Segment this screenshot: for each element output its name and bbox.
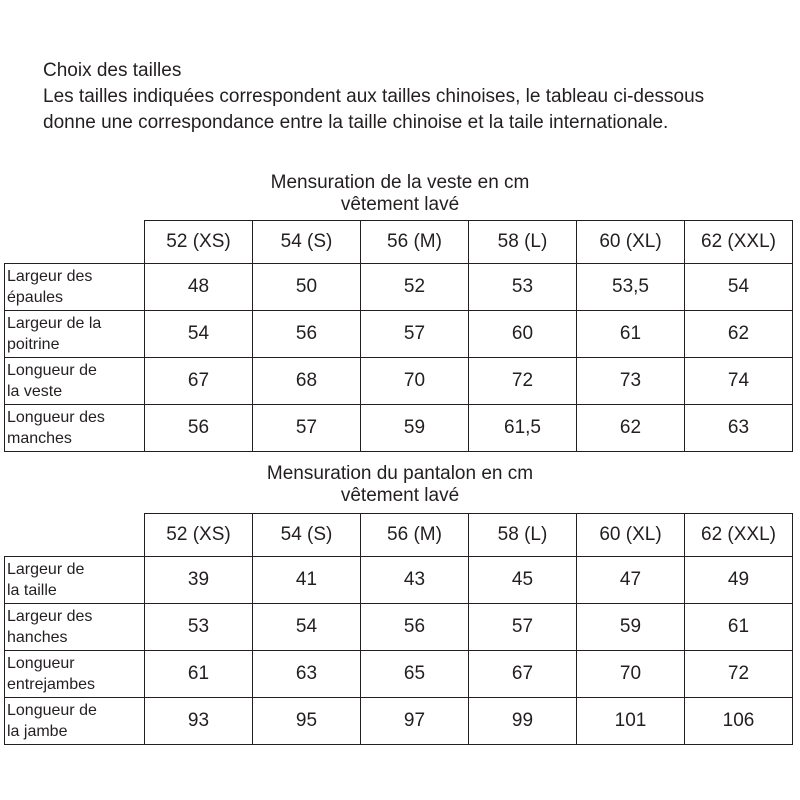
table-cell: 41 — [253, 557, 361, 604]
table-cell: 39 — [145, 557, 253, 604]
pants-size-table — [4, 513, 793, 745]
jacket-table-title — [200, 172, 600, 216]
table-cell: 74 — [685, 358, 793, 405]
table-cell: 93 — [145, 698, 253, 745]
corner-cell — [5, 514, 145, 557]
size-header: 62 (XXL) — [685, 221, 793, 264]
row-label: Largeur de la poitrine — [5, 311, 145, 358]
table-cell: 67 — [469, 651, 577, 698]
table-row — [5, 405, 793, 452]
table-cell: 73 — [577, 358, 685, 405]
table-cell: 54 — [253, 604, 361, 651]
table-cell: 54 — [685, 264, 793, 311]
table-cell: 56 — [253, 311, 361, 358]
table-row — [5, 264, 793, 311]
size-header: 56 (M) — [361, 514, 469, 557]
size-header: 54 (S) — [253, 221, 361, 264]
intro-line-1: Les tailles indiquées correspondent aux tailles chinoises, le tableau ci-dessous — [43, 86, 705, 107]
size-header: 62 (XXL) — [685, 514, 793, 557]
jacket-title: Mensuration de la veste en cm — [270, 172, 530, 193]
row-label: Largeur de la taille — [5, 557, 145, 604]
table-cell: 62 — [685, 311, 793, 358]
jacket-size-table — [4, 220, 793, 452]
table-header-row — [5, 514, 793, 557]
table-cell: 61 — [685, 604, 793, 651]
size-header: 60 (XL) — [577, 221, 685, 264]
table-cell: 63 — [685, 405, 793, 452]
table-cell: 59 — [361, 405, 469, 452]
pants-title: Mensuration du pantalon en cm — [266, 463, 534, 484]
table-cell: 72 — [469, 358, 577, 405]
table-cell: 53 — [469, 264, 577, 311]
table-cell: 63 — [253, 651, 361, 698]
table-cell: 65 — [361, 651, 469, 698]
size-header: 52 (XS) — [145, 514, 253, 557]
table-cell: 53 — [145, 604, 253, 651]
pants-subtitle: vêtement lavé — [340, 485, 460, 506]
table-cell: 52 — [361, 264, 469, 311]
table-row — [5, 604, 793, 651]
table-cell: 50 — [253, 264, 361, 311]
size-header: 60 (XL) — [577, 514, 685, 557]
table-cell: 57 — [253, 405, 361, 452]
table-row — [5, 358, 793, 405]
table-cell: 61 — [577, 311, 685, 358]
table-cell: 70 — [361, 358, 469, 405]
row-label: Largeur des hanches — [5, 604, 145, 651]
table-cell: 67 — [145, 358, 253, 405]
table-cell: 53,5 — [577, 264, 685, 311]
table-row — [5, 651, 793, 698]
table-cell: 60 — [469, 311, 577, 358]
table-cell: 49 — [685, 557, 793, 604]
table-cell: 56 — [145, 405, 253, 452]
size-header: 52 (XS) — [145, 221, 253, 264]
table-row — [5, 698, 793, 745]
table-row — [5, 557, 793, 604]
table-cell: 45 — [469, 557, 577, 604]
table-cell: 47 — [577, 557, 685, 604]
table-cell: 43 — [361, 557, 469, 604]
pants-table-title — [200, 463, 600, 507]
table-cell: 57 — [361, 311, 469, 358]
table-cell: 106 — [685, 698, 793, 745]
size-header: 56 (M) — [361, 221, 469, 264]
table-cell: 99 — [469, 698, 577, 745]
table-cell: 95 — [253, 698, 361, 745]
jacket-subtitle: vêtement lavé — [340, 194, 460, 215]
intro-heading: Choix des tailles — [43, 60, 182, 81]
row-label: Longueur des manches — [5, 405, 145, 452]
row-label: Largeur des épaules — [5, 264, 145, 311]
row-label: Longueur entrejambes — [5, 651, 145, 698]
table-cell: 97 — [361, 698, 469, 745]
row-label: Longueur de la veste — [5, 358, 145, 405]
size-header: 54 (S) — [253, 514, 361, 557]
table-cell: 54 — [145, 311, 253, 358]
table-cell: 62 — [577, 405, 685, 452]
intro-line-2: donne une correspondance entre la taille chinoise et la taile internationale. — [43, 112, 669, 133]
size-header: 58 (L) — [469, 221, 577, 264]
table-cell: 48 — [145, 264, 253, 311]
row-label: Longueur de la jambe — [5, 698, 145, 745]
intro-text — [43, 58, 783, 136]
table-cell: 101 — [577, 698, 685, 745]
table-cell: 61,5 — [469, 405, 577, 452]
table-cell: 70 — [577, 651, 685, 698]
table-cell: 68 — [253, 358, 361, 405]
table-cell: 57 — [469, 604, 577, 651]
table-cell: 56 — [361, 604, 469, 651]
table-header-row — [5, 221, 793, 264]
table-cell: 61 — [145, 651, 253, 698]
corner-cell — [5, 221, 145, 264]
table-row — [5, 311, 793, 358]
table-cell: 72 — [685, 651, 793, 698]
size-header: 58 (L) — [469, 514, 577, 557]
table-cell: 59 — [577, 604, 685, 651]
